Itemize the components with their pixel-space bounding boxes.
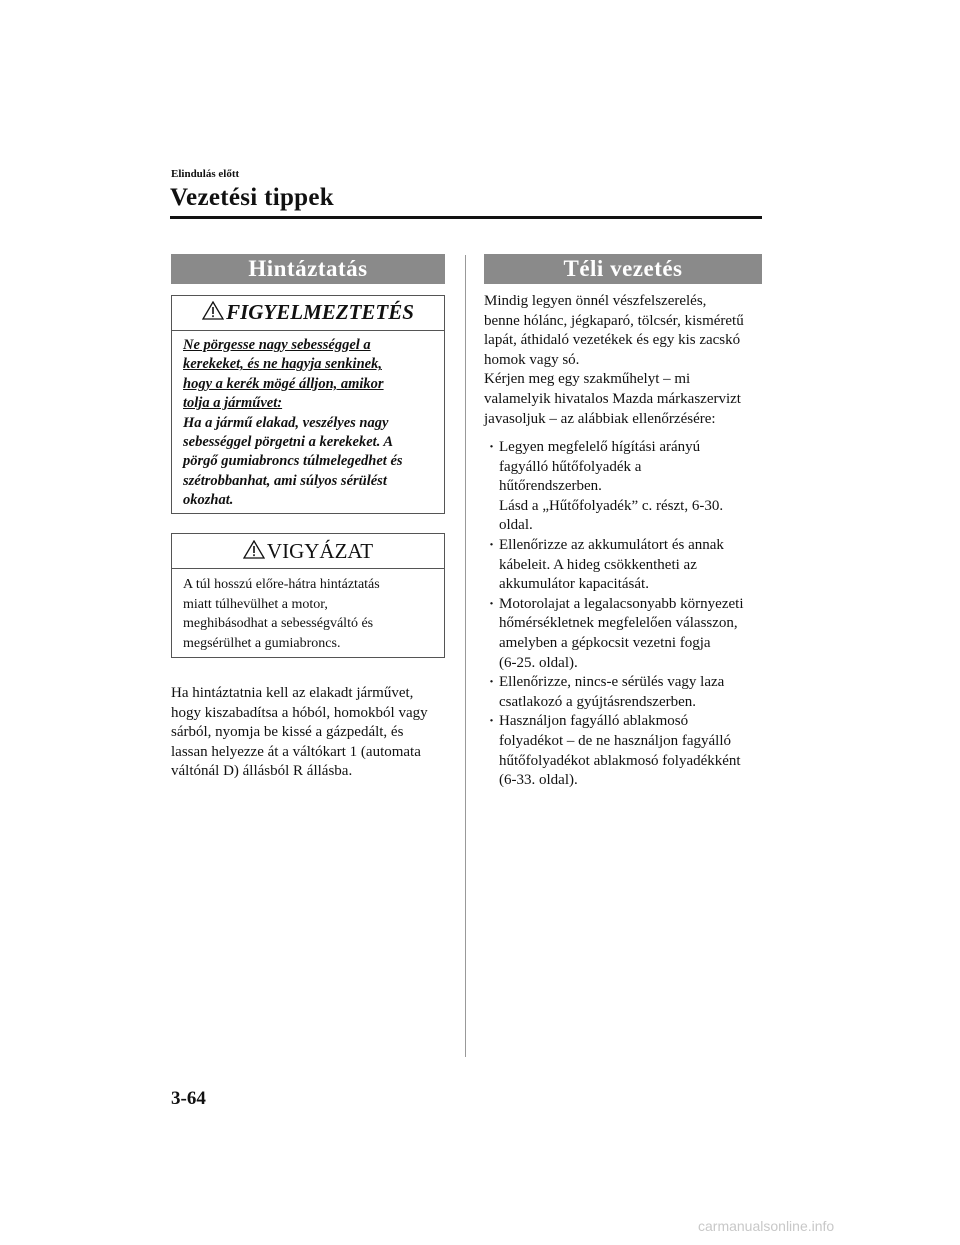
caution-text-line: A túl hosszú előre-hátra hintáztatás [183,577,380,592]
caution-header-rule [172,568,444,569]
list-item-line: kábeleit. A hideg csökkentheti az [499,556,697,573]
paragraph-line: hogy kiszabadítsa a hóból, homokból vagy [171,704,428,721]
list-item [484,595,766,673]
list-item-line: hűtőfolyadékot ablakmosó folyadékként [499,752,741,769]
list-item-line: oldal. [499,517,533,534]
warning-heading-line: hogy a kerék mögé álljon, amikor [183,375,384,392]
list-item-line: hűtőrendszerben. [499,478,602,495]
paragraph-line: váltónál D) állásból R állásba. [171,763,353,780]
caution-text-line: miatt túlhevülhet a motor, [183,596,328,612]
list-item-line: folyadékot – de ne használjon fagyálló [499,732,732,749]
list-item-line: fagyálló hűtőfolyadék a [499,458,642,475]
intro-line: Mindig legyen önnél vészfelszerelés, [484,293,707,309]
warning-title: FIGYELMEZTETÉS [226,300,414,324]
warning-heading-line: tolja a járművet: [183,395,283,412]
section-banner-winter-driving: Téli vezetés [484,254,762,284]
winter-checklist [484,438,766,791]
list-item [484,536,766,595]
warning-heading-line: kerekeket, és ne hagyja senkinek, [183,356,382,373]
warning-box [171,295,445,514]
list-item-line: csatlakozó a gyújtásrendszerben. [499,693,696,710]
footer-watermark-url: carmanualsonline.info [698,1218,835,1234]
list-item-line: · Ellenőrizze az akkumulátort és annak [499,536,724,553]
section-banner-rocking: Hintáztatás [171,254,445,284]
warning-header-rule [172,330,444,331]
list-item-line: · Legyen megfelelő hígítási arányú [499,439,701,455]
winter-intro [484,292,766,429]
warning-text-line: pörgő gumiabroncs túlmelegedhet és [183,453,403,470]
list-item-line: · Ellenőrizze, nincs-e sérülés vagy laza [499,674,725,691]
column-divider [465,255,466,1057]
caution-body [183,575,438,653]
warning-text-line: okozhat. [183,492,234,509]
caution-text-line: meghibásodhat a sebességváltó és [183,616,374,631]
list-item-line: akkumulátor kapacitását. [499,576,649,593]
warning-text-line: sebességgel pörgetni a kerekeket. A [183,434,394,451]
warning-text-line: Ha a jármű elakad, veszélyes nagy [183,414,389,431]
warning-triangle-icon [202,301,224,325]
paragraph-line: sárból, nyomja be kissé a gázpedált, és [171,724,404,741]
list-item-line: Lásd a „Hűtőfolyadék” c. részt, 6-30. [499,497,724,514]
paragraph-line: lassan helyezze át a váltókart 1 (automata [171,743,421,760]
page-title: Vezetési tippek [170,184,334,211]
section-label: Elindulás előtt [171,168,240,180]
rocking-paragraph [171,684,451,782]
intro-line: javasoljuk – az alábbiak ellenőrzésére: [484,410,716,427]
list-item [484,673,766,712]
list-item-line: amelyben a gépkocsit vezetni fogja [499,634,711,651]
intro-line: benne hólánc, jégkaparó, tölcsér, kisméretű [484,312,744,329]
list-item-line: · Használjon fagyálló ablakmosó [499,713,689,730]
intro-line: homok vagy só. [484,351,580,368]
caution-title: VIGYÁZAT [266,539,374,563]
list-item-line: hőmérsékletnek megfelelően válasszon, [499,615,738,632]
warning-text-line: szétrobbanhat, ami súlyos sérülést [183,472,387,489]
title-rule [170,216,762,219]
warning-triangle-icon [243,540,265,564]
list-item-line: (6-25. oldal). [499,654,578,671]
intro-line: Kérjen meg egy szakműhelyt – mi [484,371,691,388]
list-item [484,438,766,536]
paragraph-line: Ha hintáztatnia kell az elakadt járművet, [171,685,414,701]
page-number: 3-64 [171,1088,206,1109]
warning-heading-line: Ne pörgesse nagy sebességgel a [183,337,371,353]
caution-box [171,533,445,658]
list-item [484,712,766,790]
intro-line: valamelyik hivatalos Mazda márkaszervizt [484,390,741,407]
caution-text-line: megsérülhet a gumiabroncs. [183,635,341,651]
caution-header [172,539,444,564]
list-item-line: (6-33. oldal). [499,772,578,789]
warning-body [183,336,433,511]
intro-line: lapát, áthidaló vezetékek és egy kis zacskó [484,332,741,349]
list-item-line: · Motorolajat a legalacsonyabb környezeti [499,595,744,612]
warning-header [172,300,444,325]
